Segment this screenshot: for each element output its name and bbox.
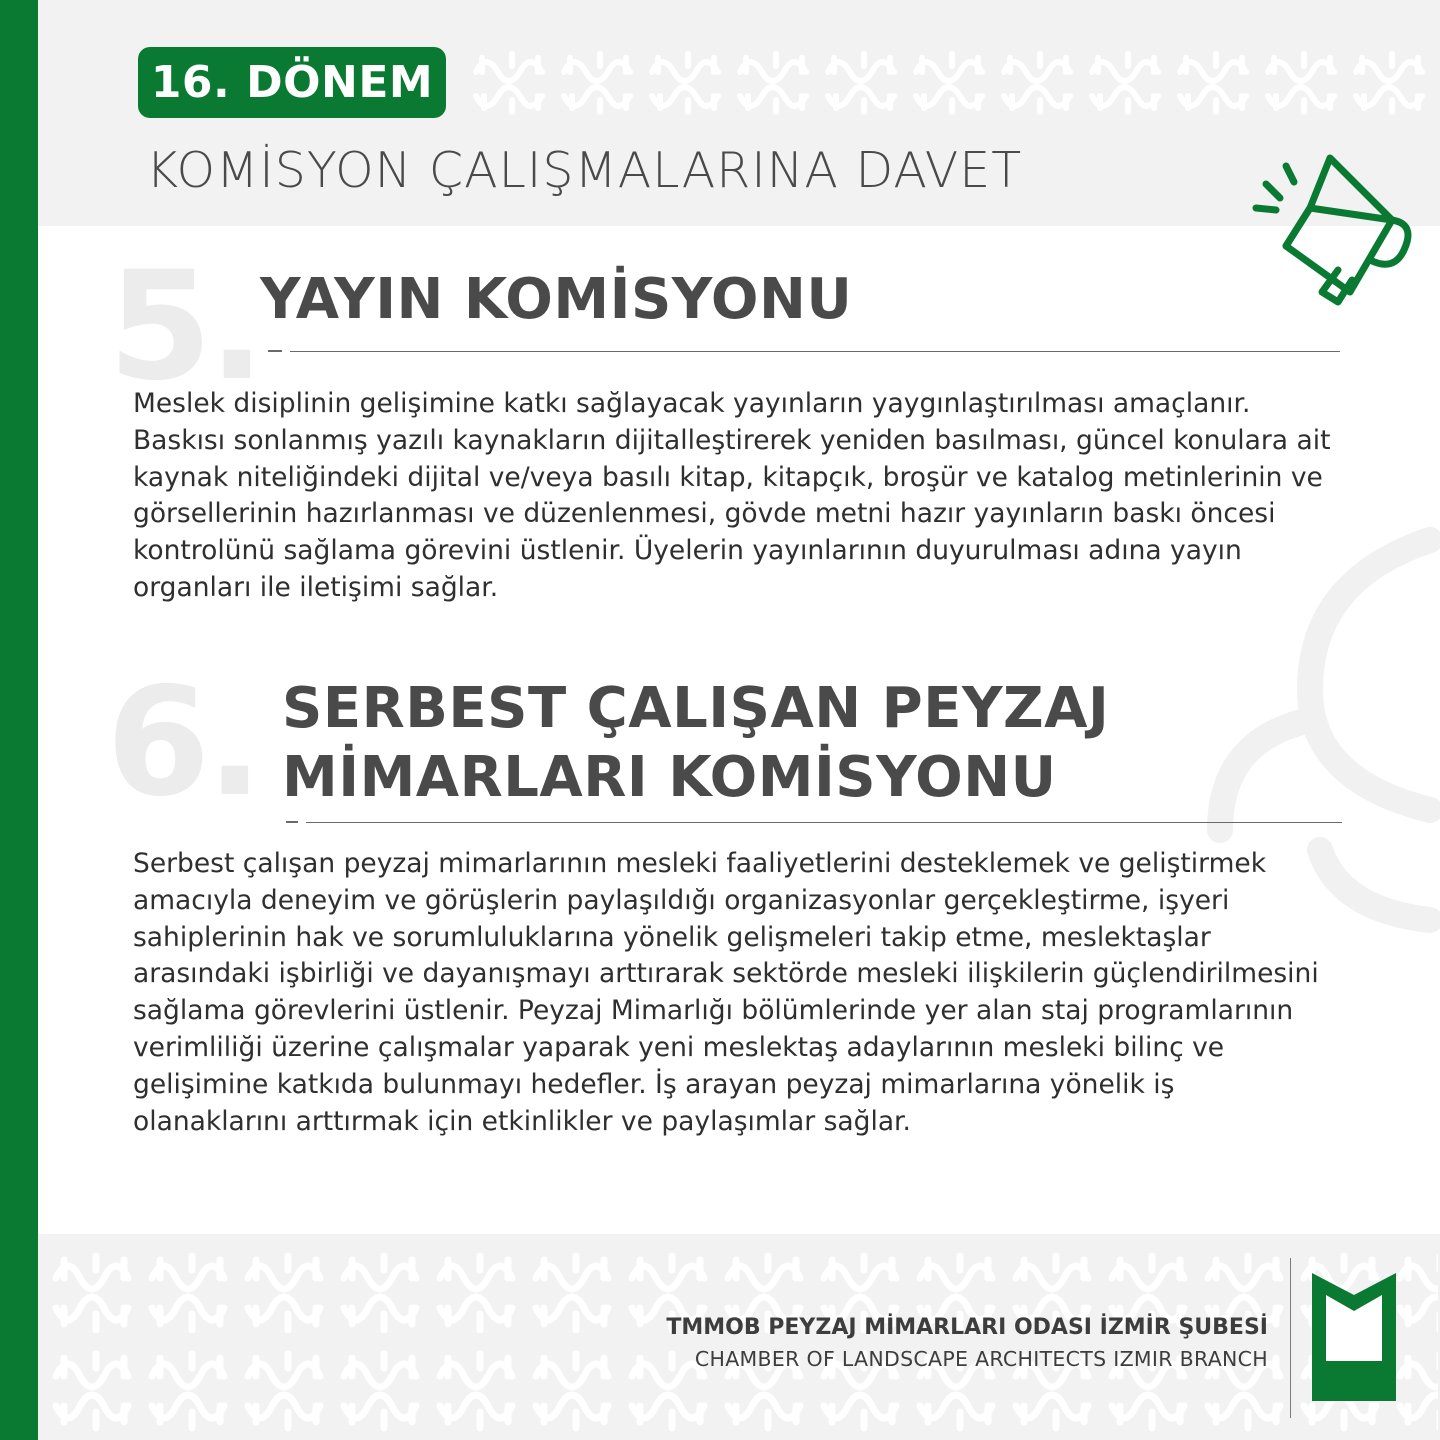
- megaphone-icon: [1250, 150, 1420, 310]
- section-title-line1: SERBEST ÇALIŞAN PEYZAJ: [282, 676, 1110, 741]
- section-title: YAYIN KOMİSYONU: [260, 267, 853, 332]
- section-divider: [306, 822, 1342, 823]
- chamber-logo: [1312, 1273, 1396, 1401]
- section-number: 6.: [106, 656, 260, 830]
- header-ornament-pattern: [468, 44, 1428, 122]
- footer-divider: [1290, 1258, 1291, 1418]
- page-title: KOMİSYON ÇALIŞMALARINA DAVET: [146, 142, 1023, 199]
- organization-name-tr: TMMOB PEYZAJ MİMARLARI ODASI İZMİR ŞUBESİ: [666, 1315, 1268, 1340]
- section-divider: [290, 351, 1340, 352]
- section-number: 5.: [108, 240, 262, 414]
- section-title-line2: MİMARLARI KOMİSYONU: [282, 745, 1057, 810]
- section-body: Meslek disiplinin gelişimine katkı sağlayacak yayınların yaygınlaştırılması amaçlanır. Baskısı sonlanmış yazılı kaynakların dijitalleştirerek yeniden basılması, güncel konulara ait kaynak niteliğindeki dijital ve/veya basılı kitap, kitapçık, broşür ve katalog metinlerinin ve görsellerinin hazırlanması ve düzenlenmesi, gövde metni hazır yayınların baskı öncesi kontrolünü sağlama görevini üstlenir. Üyelerin yayınlarının duyurulması adına yayın organları ile iletişimi sağlar.: [133, 388, 1331, 603]
- footer-ornament-pattern: [48, 1244, 1438, 1440]
- left-accent-bar: [0, 0, 38, 1440]
- divider-tick: [268, 350, 282, 352]
- divider-tick: [286, 821, 298, 823]
- period-badge: 16. DÖNEM: [138, 47, 446, 118]
- organization-name-en: CHAMBER OF LANDSCAPE ARCHITECTS IZMIR BRANCH: [694, 1347, 1268, 1371]
- section-body: Serbest çalışan peyzaj mimarlarının mesleki faaliyetlerini desteklemek ve geliştirmek amacıyla deneyim ve görüşlerin paylaşıldığı organizasyonlar gerçekleştirme, işyeri sahiplerinin hak ve sorumluluklarına yönelik gelişmeleri takip etme, meslektaşlar arasındaki işbirliği ve dayanışmayı arttırarak sektörde mesleki ilişkilerin güçlendirilmesini sağlama görevlerini üstlenir. Peyzaj Mimarlığı bölümlerinde yer alan staj programlarının verimliliği üzerine çalışmalar yaparak yeni meslektaş adaylarının mesleki bilinç ve gelişimine katkıda bulunmayı hedefler. İş arayan peyzaj mimarlarına yönelik iş olanaklarını arttırmak için etkinlikler ve paylaşımlar sağlar.: [133, 848, 1319, 1137]
